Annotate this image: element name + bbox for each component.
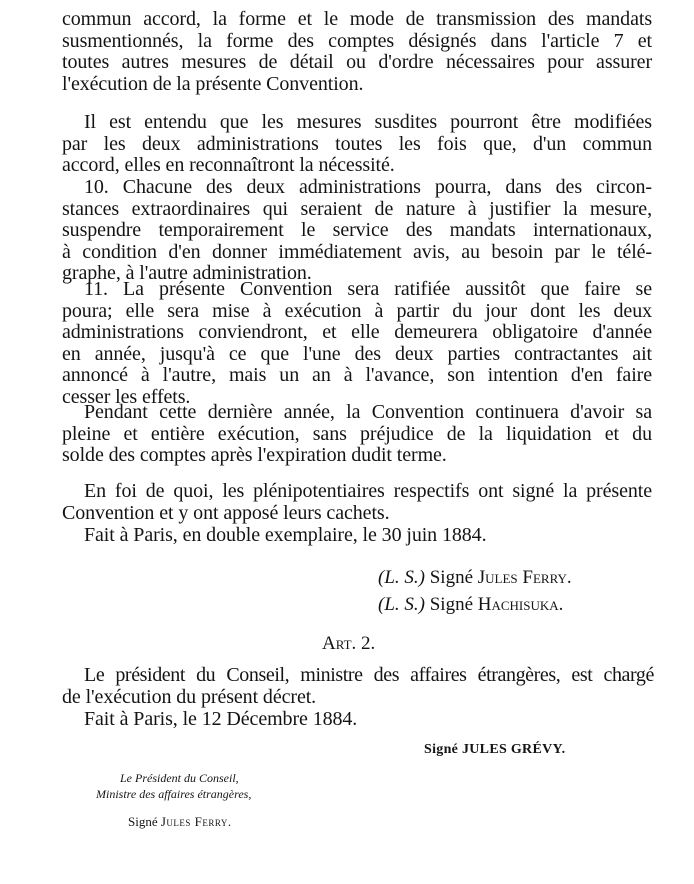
- text-line: l'exécution de la présente Convention.: [62, 73, 364, 95]
- text-line: pleine et entière exécution, sans préjudice de la liquidation et du: [62, 423, 652, 445]
- text-line: commun accord, la forme et le mode de transmission des mandats: [62, 9, 652, 30]
- text-line: Fait à Paris, en double exemplaire, le 30 juin 1884.: [84, 525, 487, 546]
- signatory-name: Hachisuka.: [477, 594, 564, 615]
- signed-word: Signé: [429, 567, 474, 588]
- paragraph-modifications: [62, 112, 652, 177]
- seal-mark: (L. S.): [378, 594, 425, 615]
- article-2-text: [62, 665, 654, 708]
- text-line: En foi de quoi, les plénipotentiaires respectifs ont signé la présente: [84, 481, 652, 502]
- paragraph-last-year: [62, 402, 652, 467]
- text-line: 11. La présente Convention sera ratifiée aussitôt que faire se: [84, 279, 652, 300]
- text-line: en année, jusqu'à ce que l'une des deux parties contractantes ait: [62, 343, 652, 365]
- paragraph-mandates: [62, 9, 652, 95]
- text-line: annoncé à l'autre, mais un an à l'avance, son intention d'en faire: [62, 365, 652, 387]
- text-line: administrations conviendront, et elle demeurera obligatoire d'année: [62, 322, 652, 344]
- text-line: 10. Chacune des deux administrations pourra, dans des circon-: [84, 177, 652, 198]
- text-line: Convention et y ont apposé leurs cachets.: [62, 502, 390, 524]
- text-line: graphe, à l'autre administration.: [62, 263, 312, 285]
- signed-word: Signé: [429, 594, 474, 615]
- decree-signature: Signé JULES GRÉVY.: [424, 742, 566, 757]
- text-line: solde des comptes après l'expiration dudit terme.: [62, 445, 447, 467]
- done-at-paris-convention: [62, 525, 652, 547]
- paragraph-article-10: [62, 177, 652, 285]
- text-line: suspendre temporairement le service des mandats internationaux,: [62, 220, 652, 242]
- countersign-signature: [96, 814, 251, 830]
- text-line: à condition d'en donner immédiatement avis, au besoin par le télé-: [62, 241, 652, 263]
- text-line: cesser les effets.: [62, 386, 191, 408]
- countersign-block: [96, 770, 251, 830]
- text-line: Fait à Paris, le 12 Décembre 1884.: [84, 709, 358, 730]
- text-line: de l'exécution du présent décret.: [62, 686, 317, 708]
- text-line: Pendant cette dernière année, la Convention continuera d'avoir sa: [84, 402, 652, 423]
- paragraph-in-witness: [62, 481, 652, 524]
- done-at-paris-decree: [62, 709, 652, 731]
- text-line: stances extraordinaires qui seraient de nature à justifier la mesure,: [62, 198, 652, 220]
- signatory-name: Jules Ferry.: [477, 567, 572, 588]
- countersign-title: Le Président du Conseil,: [120, 771, 239, 785]
- text-line: Il est entendu que les mesures susdites pourront être modifiées: [84, 112, 652, 133]
- text-line: poura; elle sera mise à exécution à partir du jour dont les deux: [62, 300, 652, 322]
- text-line: accord, elles en reconnaîtront la nécessité.: [62, 155, 395, 177]
- countersign-ministry: Ministre des affaires étrangères,: [96, 787, 252, 801]
- paragraph-article-11: [62, 279, 652, 409]
- signatory-name: Jules Ferry.: [160, 814, 232, 829]
- article-heading: Art. 2.: [322, 633, 376, 654]
- text-line: susmentionnés, la forme des comptes désignés dans l'article 7 et: [62, 30, 652, 52]
- text-line: par les deux administrations toutes les fois que, d'un commun: [62, 133, 652, 155]
- signed-word: Signé: [128, 814, 158, 829]
- text-line: Le président du Conseil, ministre des affaires étrangères, est chargé: [84, 665, 654, 686]
- signature-hachisuka: [378, 594, 563, 616]
- text-line: toutes autres mesures de détail ou d'ordre nécessaires pour assurer: [62, 52, 652, 74]
- signature-ferry: [378, 567, 572, 589]
- seal-mark: (L. S.): [378, 567, 425, 588]
